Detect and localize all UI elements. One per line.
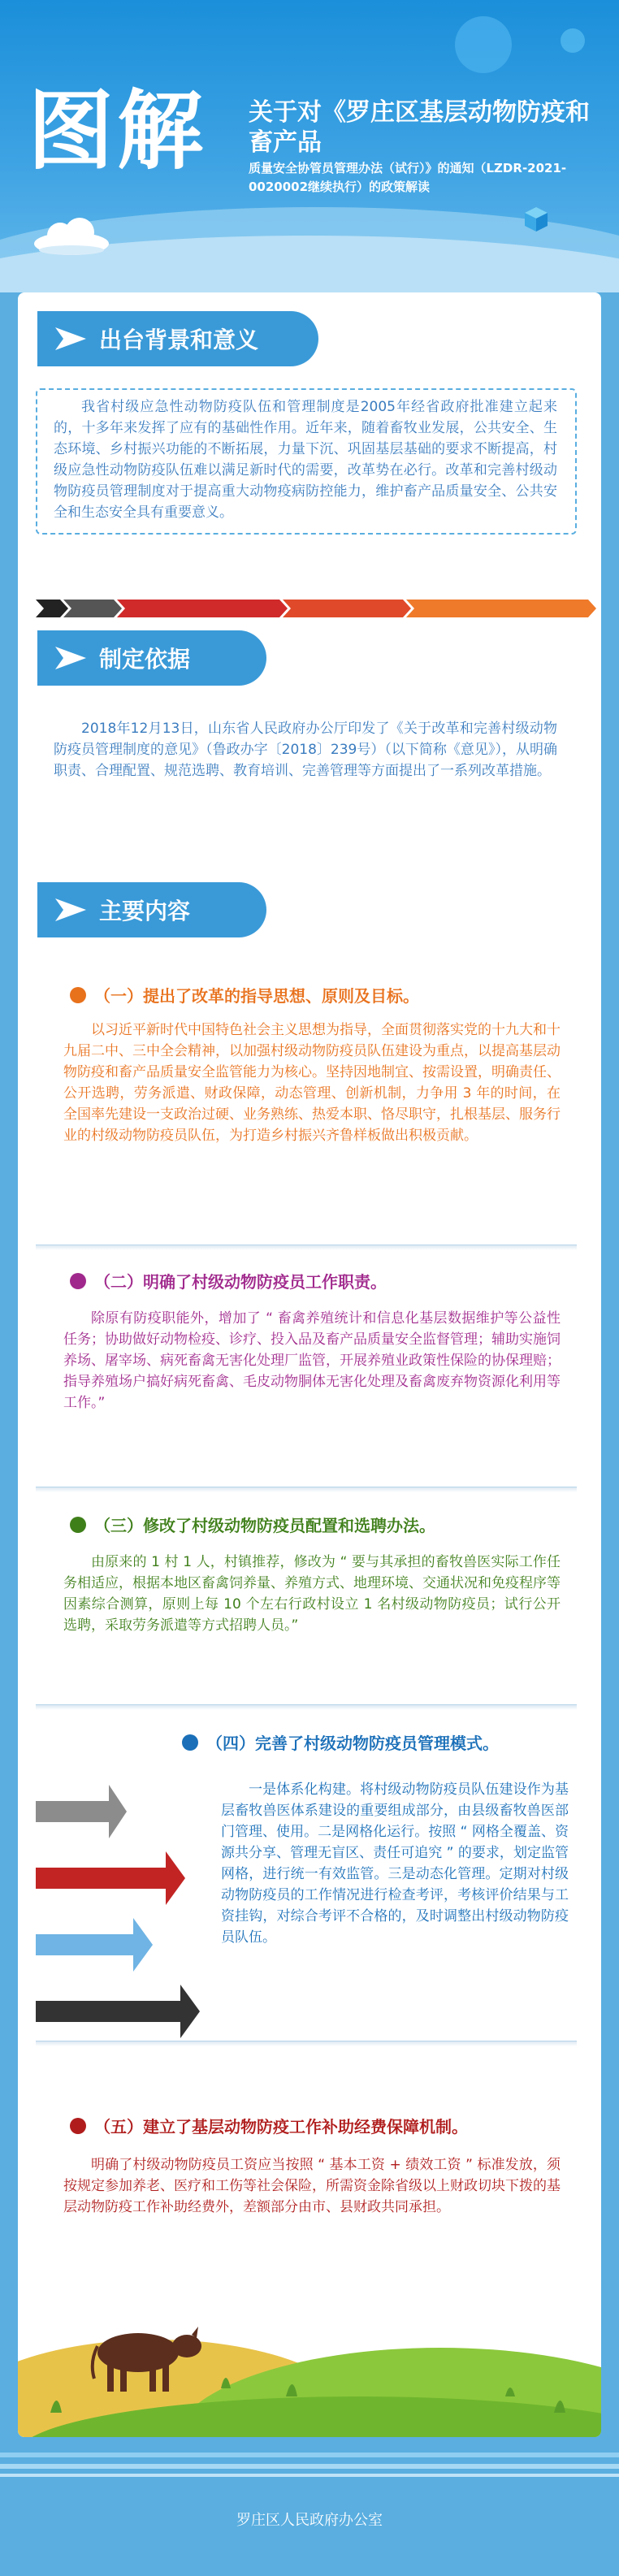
item-title: （四）完善了村级动物防疫员管理模式。 [182,1730,499,1754]
cube-icon [525,207,548,232]
basis-paragraph: 2018年12月13日，山东省人民政府办公厅印发了《关于改革和完善村级动物防疫员管理制度的意见》（鲁政办字〔2018〕239号）（以下简称《意见》），从明确职责、合理配置、规范选聘、教育培训、完善管理等方面提出了一系列改革措施。 [54,721,557,779]
item-body: 明确了村级动物防疫员工资应当按照 “ 基本工资 + 绩效工资 ” 标准发放，须按规定参加养老、医疗和工伤等社会保险，所需资金除省级以上财政切块下拨的基层动物防疫工作补助经费外，差额部分由市、县财政共同承担。 [63,2157,561,2215]
pasture-illustration [18,2291,601,2437]
item-body: 以习近平新时代中国特色社会主义思想为指导，全面贯彻落实党的十九大和十九届二中、三中全会精神，以加强村级动物防疫员队伍建设为重点，以提高基层动物防疫和畜产品质量安全监管能力为核心。坚持因地制宜、按需设置，明确责任、公开选聘，劳务派遣、财政保障，动态管理、创新机制，力争用 3 年的时间，在全国率先建设一支政治过硬、业务熟练、热爱本职、恪尽职守，扎根基层、服务行业的村级动物防疫员队伍，为打造乡村振兴齐鲁样板做出积极贡献。 [63,1022,561,1144]
item-body: 由原来的 1 村 1 人，村镇推荐，修改为 “ 要与其承担的畜牧兽医实际工作任务相适应，根据本地区畜禽饲养量、养殖方式、地理环境、交通状况和免疫程序等因素综合测算，原则上每 10 个左右行政村设立 1 名村级动物防疫员；试行公开选聘，采取劳务派遣等方式招聘人员。” [63,1554,561,1634]
section-heading-content [37,882,266,937]
item-title: （一）提出了改革的指导思想、原则及目标。 [70,983,419,1007]
section-heading-basis [37,630,266,686]
bullet-dot [182,1734,198,1751]
big-title: 图解 [28,80,206,181]
arrow-right-icon [36,1851,185,1905]
arrow-right-icon [36,1985,200,2038]
section-heading-label: 主要内容 [99,898,191,924]
bullet-dot [70,1517,86,1533]
footer-stripes [0,2449,619,2482]
arrow-right-icon [55,326,86,352]
bullet-dot [70,2118,86,2134]
item-body: 除原有防疫职能外，增加了 “ 畜禽养殖统计和信息化基层数据维护等公益性任务；协助做好动物检疫、诊疗、投入品及畜产品质量安全监督管理；辅助实施饲养场、屠宰场、病死畜禽无害化处理厂监管，开展养殖业政策性保险的协保理赔；指导养殖场户搞好病死畜禽、毛皮动物胴体无害化处理及畜禽废弃物资源化利用等工作。” [63,1310,561,1411]
section-heading-label: 制定依据 [99,646,191,673]
arrow-right-icon [55,645,86,671]
sub-title: 质量安全协管员管理办法（试行）》的通知（LZDR-2021-0020002继续执行）的政策解读 [249,161,567,194]
cloud-icon [31,218,112,257]
item-title: （三）修改了村级动物防疫员配置和选聘办法。 [70,1513,435,1536]
item-body: 一是体系化构建。将村级动物防疫员队伍建设作为基层畜牧兽医体系建设的重要组成部分，由县级畜牧兽医部门管理、使用。二是网格化运行。按照 “ 网格全覆盖、资源共分享、管理无盲区、责任可追究 ” 的要求，划定监管网格，进行统一有效监管。三是动态化管理。定期对村级动物防疫员的工作情况进行检查考评，考核评价结果与工资挂钩，对综合考评不合格的，及时调整出村级动物防疫员队伍。 [221,1782,569,1946]
arrow-right-icon [36,1785,127,1838]
bullet-dot [70,1273,86,1289]
arrow-divider [36,600,596,617]
background-paragraph: 我省村级应急性动物防疫队伍和管理制度是2005年经省政府批准建立起来的，十多年来发挥了应有的基础性作用。近年来，随着畜牧业发展，公共安全、生态环境、乡村振兴功能的不断拓展，力量下沉、巩固基层基础的要求不断提高，村级应急性动物防疫队伍难以满足新时代的需要，改革势在必行。改革和完善村级动物防疫员管理制度对于提高重大动物疫病防控能力，维护畜产品质量安全、公共安全和生态安全具有重要意义。 [54,399,557,521]
item-title: （二）明确了村级动物防疫员工作职责。 [70,1269,387,1292]
section-heading-background [37,311,318,366]
decor-bubble [455,16,512,73]
section-heading-label: 出台背景和意义 [99,327,259,353]
content-card [18,292,601,2437]
main-title: 关于对《罗庄区基层动物防疫和畜产品 [249,98,590,157]
bullet-dot [70,987,86,1003]
item-title: （五）建立了基层动物防疫工作补助经费保障机制。 [70,2114,468,2137]
arrow-right-icon [36,1918,153,1972]
footer-org: 罗庄区人民政府办公室 [236,2512,383,2529]
decorative-arrows [36,1785,206,2077]
header-banner [0,0,619,292]
arrow-right-icon [55,897,86,923]
decor-bubble [561,28,585,53]
